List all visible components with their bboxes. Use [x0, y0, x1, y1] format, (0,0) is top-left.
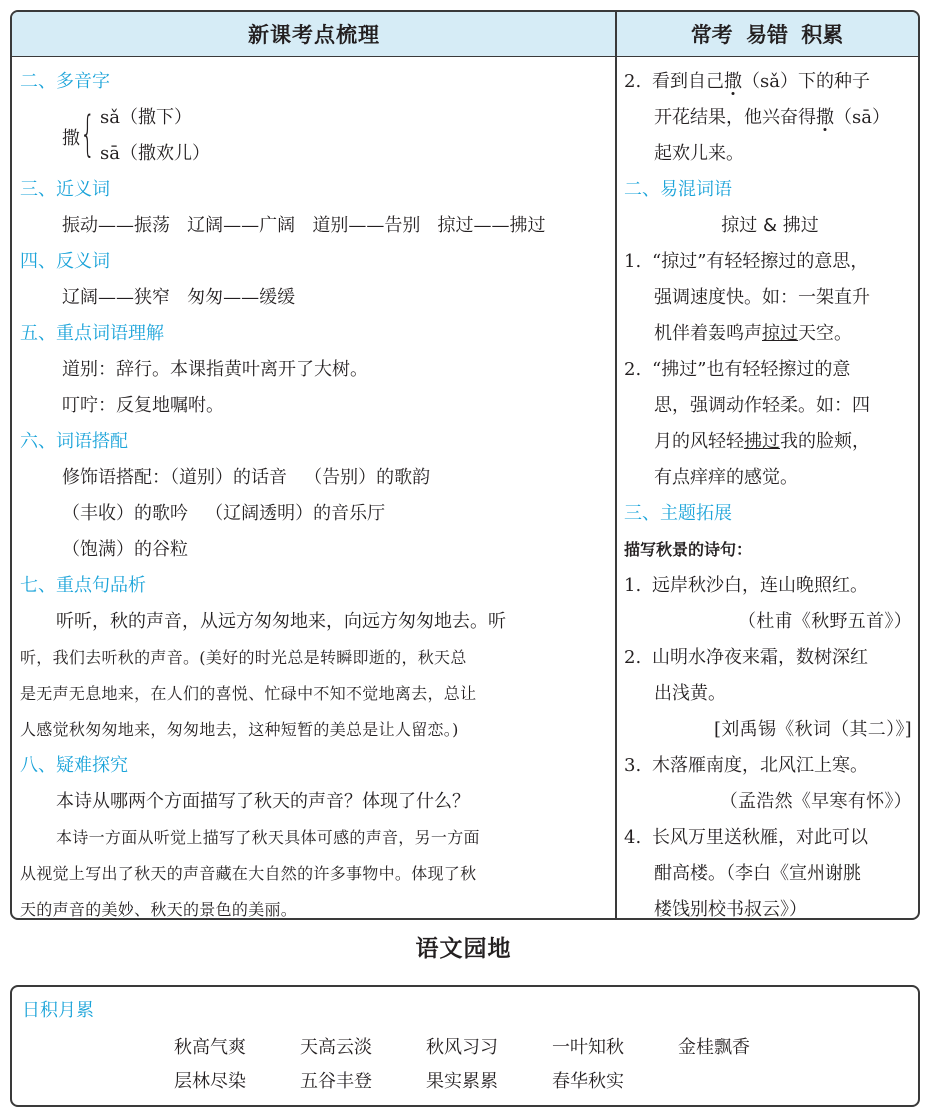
analysis-line: 是无声无息地来，在人们的喜悦、忙碌中不知不觉地离去，总让	[20, 684, 477, 703]
poem-line: 出浅黄。	[654, 683, 726, 704]
antonym-line: 辽阔——狭窄 匆匆——缓缓	[62, 287, 296, 308]
idiom: 天高云淡	[300, 1037, 372, 1058]
section-heading: 七、重点句品析	[20, 575, 146, 596]
dotted-char: 撒	[816, 107, 834, 128]
item-text: 看到自己	[652, 71, 724, 92]
section-title: 语文园地	[415, 936, 512, 962]
poem-line: 山明水净夜来霜，数树深红	[652, 647, 868, 668]
item-text: “掠过”有轻轻擦过的意思，	[652, 251, 869, 272]
section-heading: 二、易混词语	[624, 179, 732, 200]
idiom: 层林尽染	[174, 1071, 246, 1092]
answer-line: 天的声音的美妙、秋天的景色的美丽。	[20, 900, 298, 919]
idiom-list	[174, 1031, 824, 1099]
brace-icon: {	[80, 106, 96, 162]
item-text: （sā）	[834, 107, 890, 128]
section-heading: 三、主题拓展	[624, 503, 732, 524]
header-left-title: 新课考点梳理	[248, 23, 380, 47]
answer-line: 从视觉上写出了秋天的声音藏在大自然的许多事物中。体现了秋	[20, 864, 477, 883]
list-item-cont	[624, 100, 916, 136]
item-number: 2.	[624, 359, 642, 380]
sub-heading: 描写秋景的诗句：	[624, 540, 753, 559]
item-text: 机伴着轰鸣声	[654, 323, 762, 344]
sub-heading: 掠过 & 拂过	[721, 215, 819, 236]
poem-item	[624, 640, 916, 676]
idiom-row	[174, 1065, 824, 1099]
list-item-cont: 强调速度快。如：一架直升	[654, 287, 870, 308]
section-heading: 日积月累	[22, 1000, 94, 1021]
dotted-char: 撒	[724, 71, 742, 92]
item-text: （sǎ）下的种子	[742, 71, 870, 92]
item-number: 1.	[624, 575, 642, 596]
table-header	[12, 12, 918, 57]
item-text: 开花结果，他兴奋得	[654, 107, 816, 128]
poem-source: [刘禹锡《秋词（其二）》]	[714, 719, 912, 740]
idiom: 一叶知秋	[552, 1037, 624, 1058]
list-item	[624, 244, 916, 280]
poem-source: （杜甫《秋野五首》）	[738, 611, 912, 632]
item-number: 2.	[624, 647, 642, 668]
section-heading: 六、词语搭配	[20, 431, 128, 452]
poem-line: 长风万里送秋雁，对此可以	[652, 827, 868, 848]
item-number: 2.	[624, 71, 642, 92]
list-item-cont: 有点痒痒的感觉。	[654, 467, 798, 488]
list-item-cont: 起欢儿来。	[654, 143, 744, 164]
item-text: “拂过”也有轻轻擦过的意	[652, 359, 851, 380]
polyphone-char: 撒	[62, 128, 80, 149]
idiom: 果实累累	[426, 1071, 498, 1092]
question-line: 本诗从哪两个方面描写了秋天的声音？体现了什么？	[56, 791, 470, 812]
poem-line: 远岸秋沙白，连山晚照红。	[652, 575, 868, 596]
item-number: 1.	[624, 251, 642, 272]
poem-line: 楼饯别校书叔云》）	[654, 899, 807, 920]
item-text: 天空。	[798, 323, 852, 344]
item-text: 月的风轻轻	[654, 431, 744, 452]
definition-line: 道别：辞行。本课指黄叶离开了大树。	[62, 359, 368, 380]
idiom: 金桂飘香	[678, 1037, 750, 1058]
answer-line: 本诗一方面从听觉上描写了秋天具体可感的声音，另一方面	[56, 828, 480, 847]
poem-line: 酣高楼。（李白《宣州谢朓	[654, 863, 861, 884]
idiom: 秋风习习	[426, 1037, 498, 1058]
notes-panel	[10, 10, 920, 920]
idiom: 五谷丰登	[300, 1071, 372, 1092]
section-heading: 四、反义词	[20, 251, 110, 272]
section-heading: 三、近义词	[20, 179, 110, 200]
analysis-line: 听，我们去听秋的声音。(美好的时光总是转瞬即逝的，秋天总	[20, 648, 467, 667]
section-heading: 五、重点词语理解	[20, 323, 164, 344]
poem-source: （孟浩然《早寒有怀》）	[719, 791, 912, 812]
polyphone-block	[20, 100, 610, 172]
underlined-word: 拂过	[744, 431, 780, 452]
accumulation-panel	[10, 985, 920, 1107]
left-column	[20, 64, 610, 920]
item-number: 3.	[624, 755, 642, 776]
column-divider	[615, 12, 617, 918]
collocation-line: （饱满）的谷粒	[62, 539, 188, 560]
idiom-row	[174, 1031, 824, 1065]
item-text: 我的脸颊，	[780, 431, 870, 452]
poem-item	[624, 568, 916, 604]
right-column	[624, 64, 916, 920]
underlined-word: 掠过	[762, 323, 798, 344]
poem-item	[624, 748, 916, 784]
list-item-cont: 思，强调动作轻柔。如：四	[654, 395, 870, 416]
collocation-line: （丰收）的歌吟 （辽阔透明）的音乐厅	[62, 503, 386, 524]
idiom: 春华秋实	[552, 1071, 624, 1092]
item-number: 4.	[624, 827, 642, 848]
reading-2: sā（撒欢儿）	[100, 143, 210, 164]
analysis-line: 人感觉秋匆匆地来，匆匆地去，这种短暂的美总是让人留恋。)	[20, 720, 459, 739]
synonym-line: 振动——振荡 辽阔——广阔 道别——告别 掠过——拂过	[62, 215, 546, 236]
poem-item	[624, 820, 916, 856]
definition-line: 叮咛：反复地嘱咐。	[62, 395, 224, 416]
section-heading: 八、疑难探究	[20, 755, 128, 776]
reading-1: sǎ（撒下）	[100, 107, 192, 128]
list-item-cont	[624, 424, 916, 460]
header-right-title: 常考 易错 积累	[690, 23, 844, 47]
list-item-cont	[624, 316, 916, 352]
analysis-line: 听听，秋的声音，从远方匆匆地来，向远方匆匆地去。听	[56, 611, 506, 632]
poem-line: 木落雁南度，北风江上寒。	[652, 755, 868, 776]
list-item	[624, 352, 916, 388]
section-heading: 二、多音字	[20, 71, 110, 92]
list-item	[624, 64, 916, 100]
collocation-line: 修饰语搭配：（道别）的话音 （告别）的歌韵	[62, 467, 431, 488]
idiom: 秋高气爽	[174, 1037, 246, 1058]
